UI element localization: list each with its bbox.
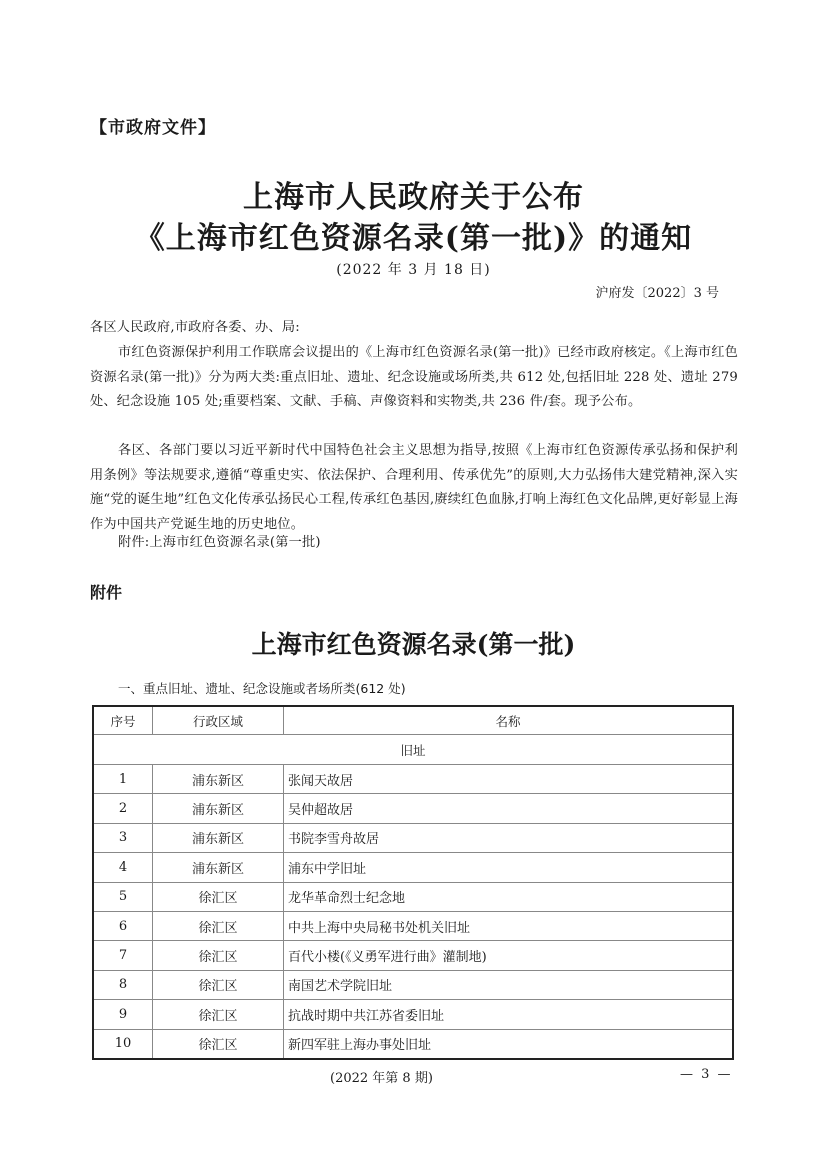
row-number: 8	[93, 970, 153, 999]
table-section-row	[93, 735, 733, 765]
notice-title-line2: 《上海市红色资源名录(第一批)》的通知	[134, 221, 693, 256]
table-row	[93, 1000, 733, 1029]
red-resources-table	[92, 705, 734, 1060]
row-district: 徐汇区	[153, 970, 284, 999]
row-district: 徐汇区	[153, 1029, 284, 1059]
header-district: 行政区域	[153, 706, 284, 735]
row-number: 2	[93, 794, 153, 823]
attachment-note: 附件:上海市红色资源名录(第一批)	[118, 535, 321, 550]
body-paragraph-1: 市红色资源保护利用工作联席会议提出的《上海市红色资源名录(第一批)》已经市政府核定。《上海市红色资源名录(第一批)》分为两大类:重点旧址、遗址、纪念设施或场所类,共 612 处,包括旧址 228 处、遗址 279 处、纪念设施 105 处;重要档案、文献、手稿、声像资料和实物类,共 236 件/套。现予公布。	[90, 345, 738, 409]
footer-page-number: — 3 —	[680, 1067, 733, 1082]
footer-issue: (2022 年第 8 期)	[330, 1071, 433, 1086]
row-district: 浦东新区	[153, 765, 284, 794]
row-name: 抗战时期中共江苏省委旧址	[284, 1000, 734, 1029]
table-row	[93, 970, 733, 999]
row-number: 6	[93, 911, 153, 940]
table-row	[93, 794, 733, 823]
section-heading: 一、重点旧址、遗址、纪念设施或者场所类(612 处)	[118, 681, 406, 696]
row-district: 徐汇区	[153, 941, 284, 970]
row-name: 吴仲超故居	[284, 794, 734, 823]
row-name: 新四军驻上海办事处旧址	[284, 1029, 734, 1059]
table-header-row	[93, 706, 733, 735]
salutation: 各区人民政府,市政府各委、办、局:	[90, 320, 300, 335]
notice-date: (2022 年 3 月 18 日)	[336, 262, 491, 278]
table-row	[93, 882, 733, 911]
row-district: 浦东新区	[153, 823, 284, 852]
row-number: 7	[93, 941, 153, 970]
row-district: 徐汇区	[153, 1000, 284, 1029]
row-number: 4	[93, 853, 153, 882]
row-number: 1	[93, 765, 153, 794]
document-category-tag: 【市政府文件】	[90, 118, 216, 138]
row-district: 徐汇区	[153, 882, 284, 911]
table-row	[93, 853, 733, 882]
row-number: 9	[93, 1000, 153, 1029]
row-name: 书院李雪舟故居	[284, 823, 734, 852]
table-row	[93, 911, 733, 940]
table-row	[93, 1029, 733, 1059]
row-number: 3	[93, 823, 153, 852]
table-row	[93, 823, 733, 852]
document-number: 沪府发〔2022〕3 号	[595, 286, 719, 301]
notice-title-line1: 上海市人民政府关于公布	[243, 180, 584, 215]
row-name: 百代小楼(《义勇军进行曲》灌制地)	[284, 941, 734, 970]
header-name: 名称	[284, 706, 734, 735]
header-number: 序号	[93, 706, 153, 735]
table-row	[93, 765, 733, 794]
section-row-label: 旧址	[93, 735, 733, 765]
row-name: 浦东中学旧址	[284, 853, 734, 882]
row-number: 10	[93, 1029, 153, 1059]
row-name: 中共上海中央局秘书处机关旧址	[284, 911, 734, 940]
row-name: 张闻天故居	[284, 765, 734, 794]
row-district: 浦东新区	[153, 853, 284, 882]
attachment-label: 附件	[90, 583, 123, 602]
list-title: 上海市红色资源名录(第一批)	[251, 630, 576, 659]
row-district: 徐汇区	[153, 911, 284, 940]
row-district: 浦东新区	[153, 794, 284, 823]
row-name: 南国艺术学院旧址	[284, 970, 734, 999]
table-row	[93, 941, 733, 970]
row-number: 5	[93, 882, 153, 911]
row-name: 龙华革命烈士纪念地	[284, 882, 734, 911]
body-paragraph-2: 各区、各部门要以习近平新时代中国特色社会主义思想为指导,按照《上海市红色资源传承弘扬和保护利用条例》等法规要求,遵循“尊重史实、依法保护、合理利用、传承优先”的原则,大力弘扬伟大建党精神,深入实施“党的诞生地”红色文化传承弘扬民心工程,传承红色基因,赓续红色血脉,打响上海红色文化品牌,更好彰显上海作为中国共产党诞生地的历史地位。	[90, 443, 738, 532]
